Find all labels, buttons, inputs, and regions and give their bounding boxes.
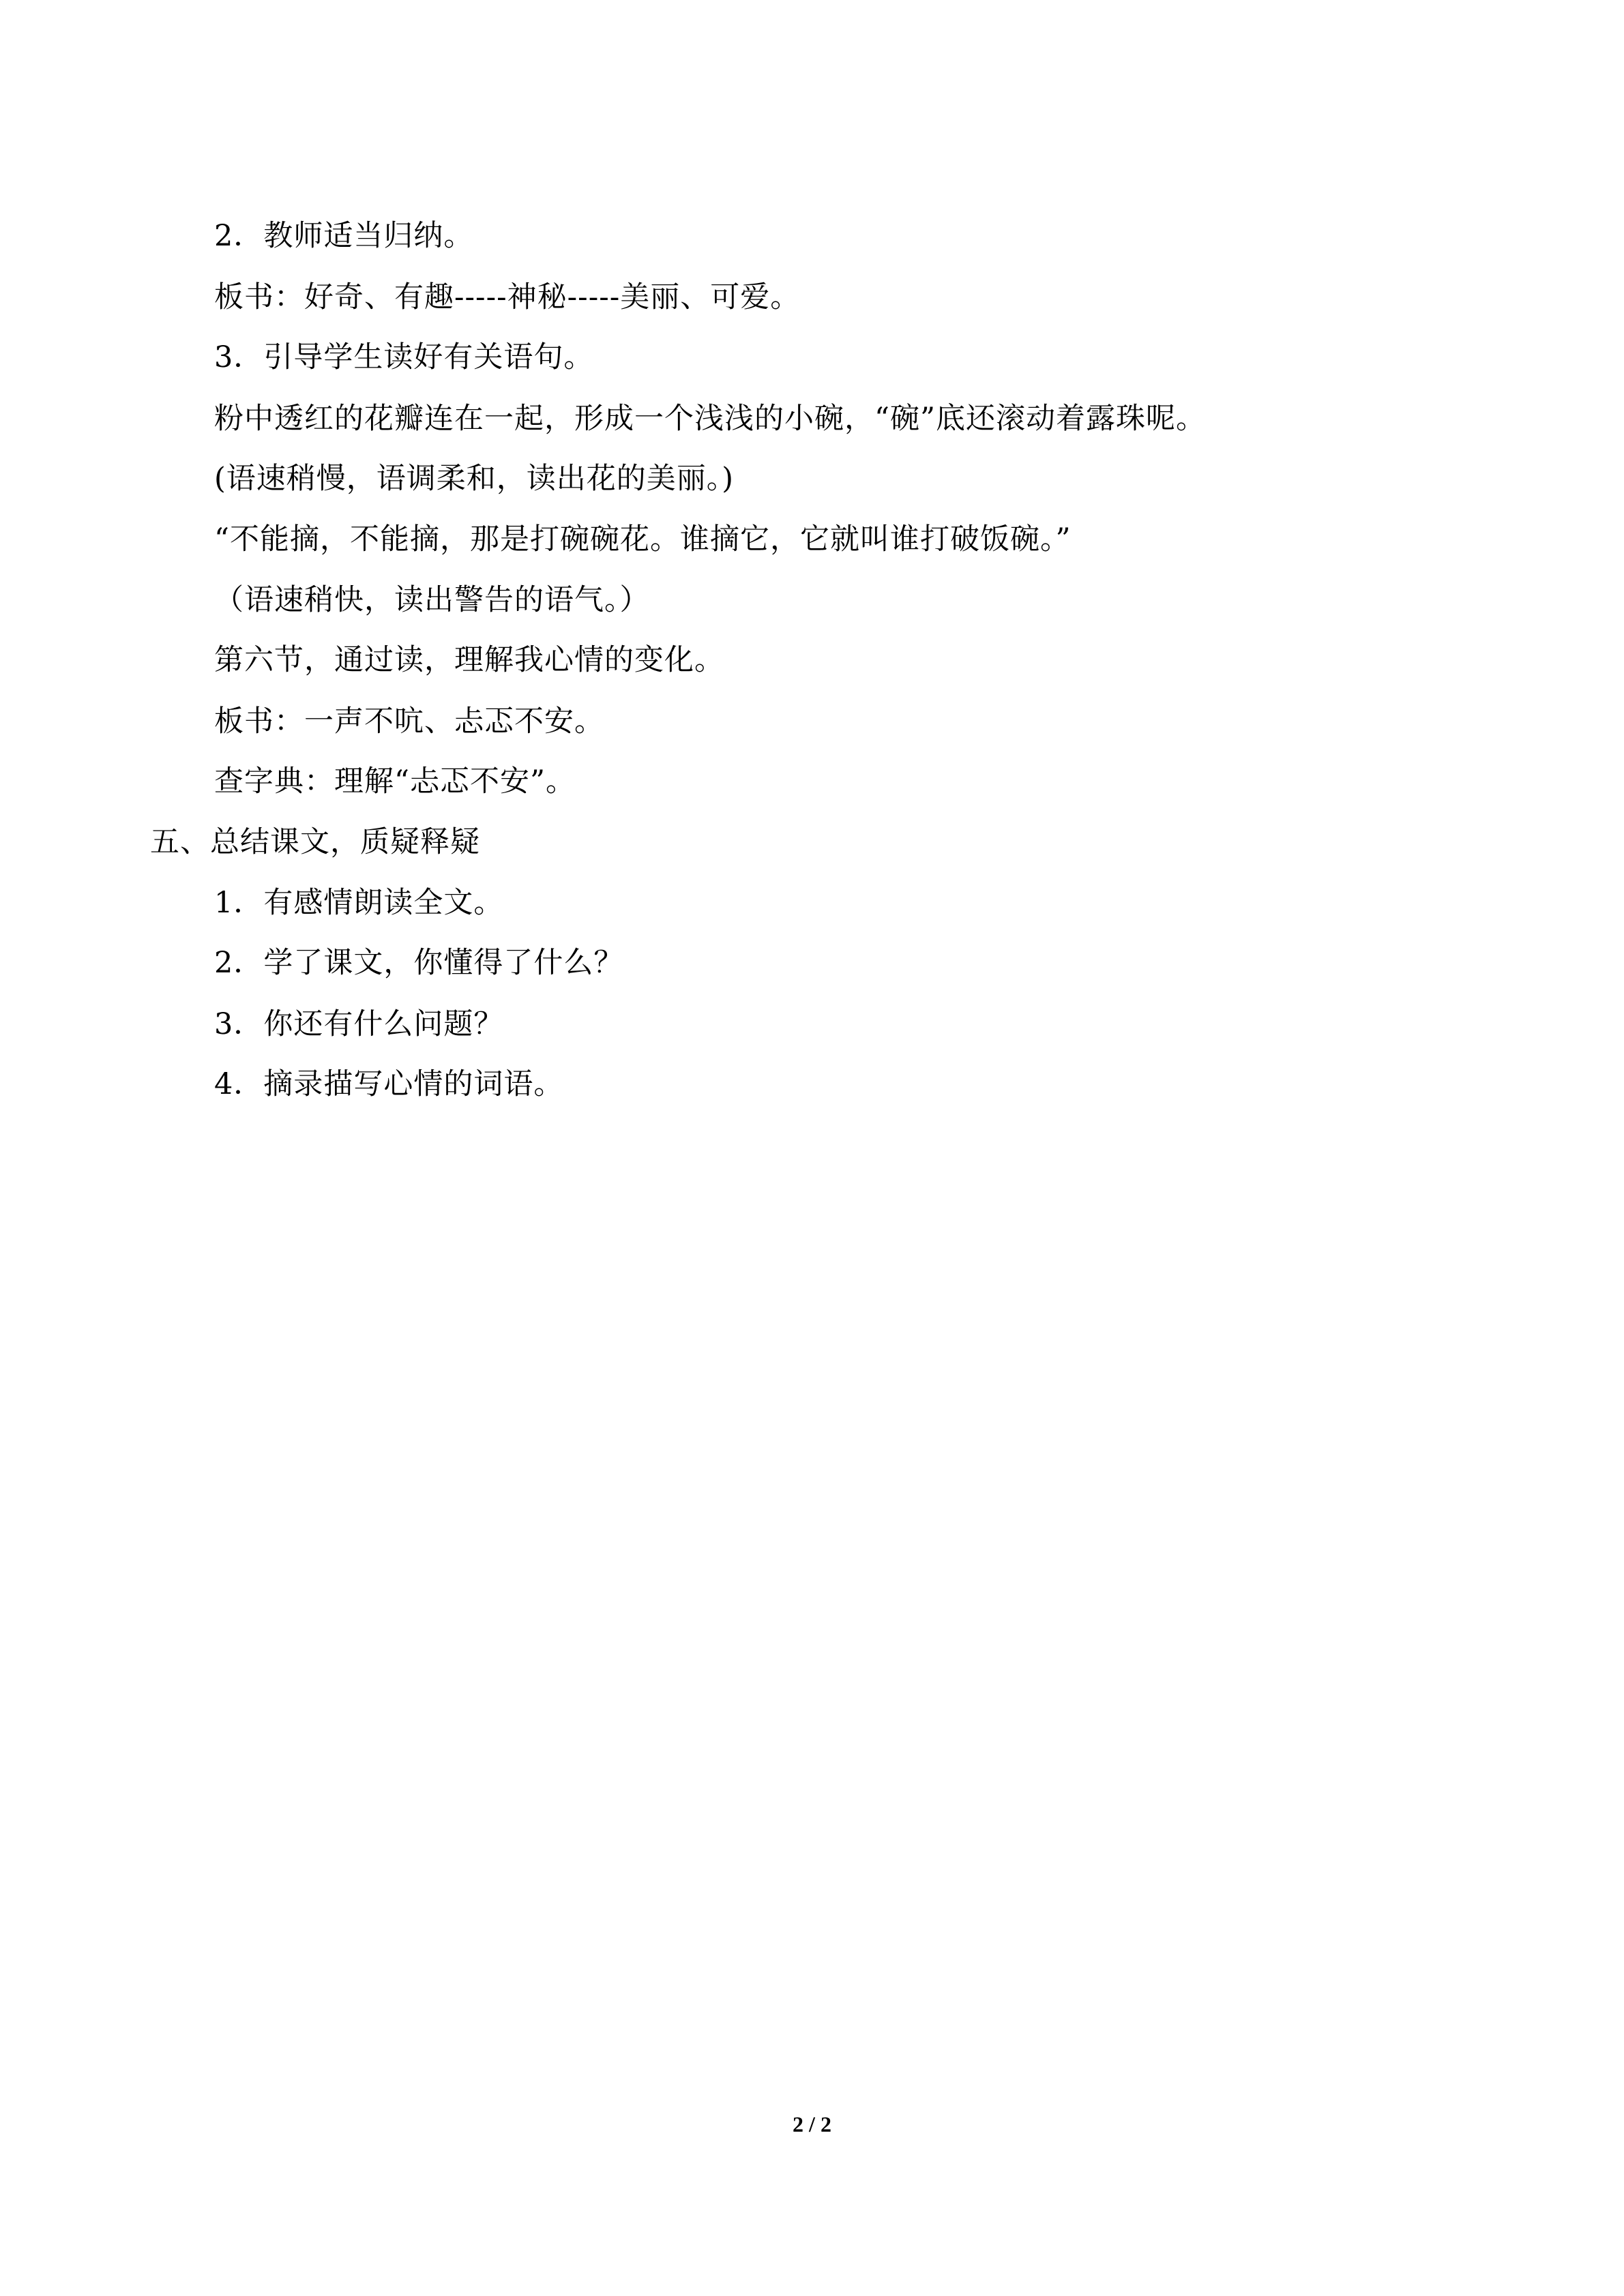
- text-line: 粉中透红的花瓣连在一起，形成一个浅浅的小碗，“碗”底还滚动着露珠呢。: [214, 402, 1206, 436]
- text-line: 3．引导学生读好有关语句。: [214, 340, 594, 374]
- text-line: (语速稍慢，语调柔和，读出花的美丽。): [214, 462, 735, 496]
- text-line: 查字典：理解“忐忑不安”。: [214, 764, 576, 799]
- text-line: 板书：一声不吭、忐忑不安。: [214, 704, 604, 739]
- text-line: 4．摘录描写心情的词语。: [214, 1067, 564, 1101]
- text-line: “不能摘，不能摘，那是打碗碗花。谁摘它，它就叫谁打破饭碗。”: [214, 522, 1072, 556]
- text-line: 板书：好奇、有趣-----神秘-----美丽、可爱。: [214, 280, 801, 314]
- text-line: 2．学了课文，你懂得了什么？: [214, 946, 624, 980]
- text-line: 1．有感情朗读全文。: [214, 886, 504, 920]
- text-line: 第六节，通过读，理解我心情的变化。: [214, 643, 724, 677]
- text-line: 3．你还有什么问题？: [214, 1007, 504, 1041]
- text-line: （语速稍快，读出警告的语气。）: [214, 583, 650, 617]
- text-line: 2．教师适当归纳。: [214, 219, 474, 253]
- page-number: 2 / 2: [793, 2112, 831, 2136]
- section-heading: 五、总结课文，质疑释疑: [150, 825, 480, 859]
